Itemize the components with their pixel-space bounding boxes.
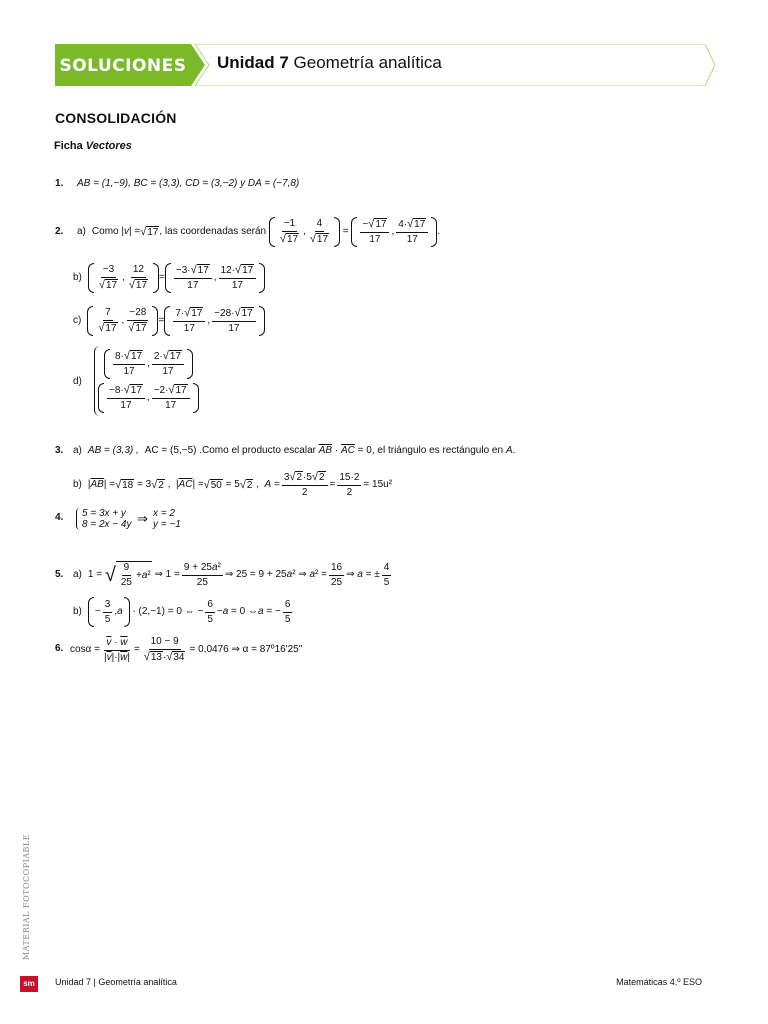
unit-name: Geometría analítica <box>293 53 442 72</box>
problem-5b: b) − $\frac{3}{5}$ , a · (2,−1) = 0 ⇔ − $\frac{6}{5}$ − a = 0 ⇔ a = − $\frac{6}{5}$ <box>73 596 294 628</box>
side-photocopy-note: MATERIAL FOTOCOPIABLE <box>22 833 31 960</box>
problem-2d-label: d) <box>73 376 82 387</box>
solutions-badge: SOLUCIONES <box>59 56 187 76</box>
problem-2c: c) $\frac{7}{√17}$ , $\frac{-28}{√17}$ = $\frac{7\cdot√17}{17}$ , $\frac{-28\cdot√17}{17}$ <box>73 305 265 337</box>
publisher-logo: sm <box>20 976 38 992</box>
section-title: CONSOLIDACIÓN <box>55 110 177 126</box>
problem-4-solution: x = 2 y = −1 <box>153 508 181 530</box>
problem-5a: a) 1 = √ $\frac{9}{25}$ +a² ⇒ 1 = $\frac{\text{9 + 25a²}}{25}$ ⇒ 25 = 9 + 25 a ² ⇒ a ² = $\frac{16}{25}$ ⇒ a = ± $\frac{4}{5}$ <box>73 561 390 588</box>
problem-6-number: 6. <box>55 643 64 654</box>
problem-5-number: 5. <box>55 569 64 580</box>
problem-2d-line-1: $\frac{8\cdot√17}{17}$ , $\frac{2\cdot√17}{17}$ <box>104 348 193 380</box>
problem-3a: a) AB = (3,3) , AC = (5,−5) .Como el producto escalar $\overline{AB}$ · $\overline{AC}$ = 0 , el triángulo es rectángulo en A . <box>73 445 516 456</box>
problem-2b: b) $\frac{-3}{√17}$ , $\frac{12}{√17}$ = $\frac{-3\cdot√17}{17}$ , $\frac{12\cdot√17}{17}$ <box>73 262 265 294</box>
unit-title <box>217 52 442 74</box>
problem-3-number: 3. <box>55 445 64 456</box>
problem-4-system: 5 = 3x + y 8 = 2x − 4y <box>82 508 132 530</box>
problem-4-brace <box>76 508 81 530</box>
problem-2-number: 2. <box>55 226 64 237</box>
problem-1-number: 1. <box>55 178 64 189</box>
page-header <box>55 44 715 86</box>
problem-4-implies: ⇒ <box>137 511 148 526</box>
footer-subject: Matemáticas 4.º ESO <box>616 977 702 987</box>
ficha-title: Ficha Vectores <box>54 140 132 152</box>
footer-unit: Unidad 7 | Geometría analítica <box>55 977 177 987</box>
unit-number: Unidad 7 <box>217 53 289 72</box>
problem-2a: a) Como | v | = √ 17 , las coordenadas serán $\frac{-1}{√17}$ , $\frac{4}{√17}$ = $\frac{-√17}{17}$ , $\frac{4\cdot√17}{17}$ . <box>77 218 441 245</box>
problem-1-text: AB = (1,−9), BC = (3,3), CD = (3,−2) y DA = (−7,8) <box>77 178 300 189</box>
problem-4-number: 4. <box>55 512 64 523</box>
problem-6: cosα = $\frac{\overline{v} \cdot \overline{w}}{|\overline{v}|\cdot|\overline{w}|}$ = $\frac{10 - 9}{√13\cdot√34}$ = 0,0476 ⇒ α = 87º16'25'' <box>70 636 303 663</box>
problem-3b: b) | $\overline{AB}$ | = √ 18 = 3 √ 2 , | $\overline{AC}$ | = √ 50 = 5 √ 2 , A = $\frac{3√2\cdot 5√2}{2}$ = $\frac{15\cdot 2}{2}$ = 15u² <box>73 471 393 498</box>
problem-2d-line-2: $\frac{-8\cdot√17}{17}$ , $\frac{-2\cdot√17}{17}$ <box>98 382 199 414</box>
